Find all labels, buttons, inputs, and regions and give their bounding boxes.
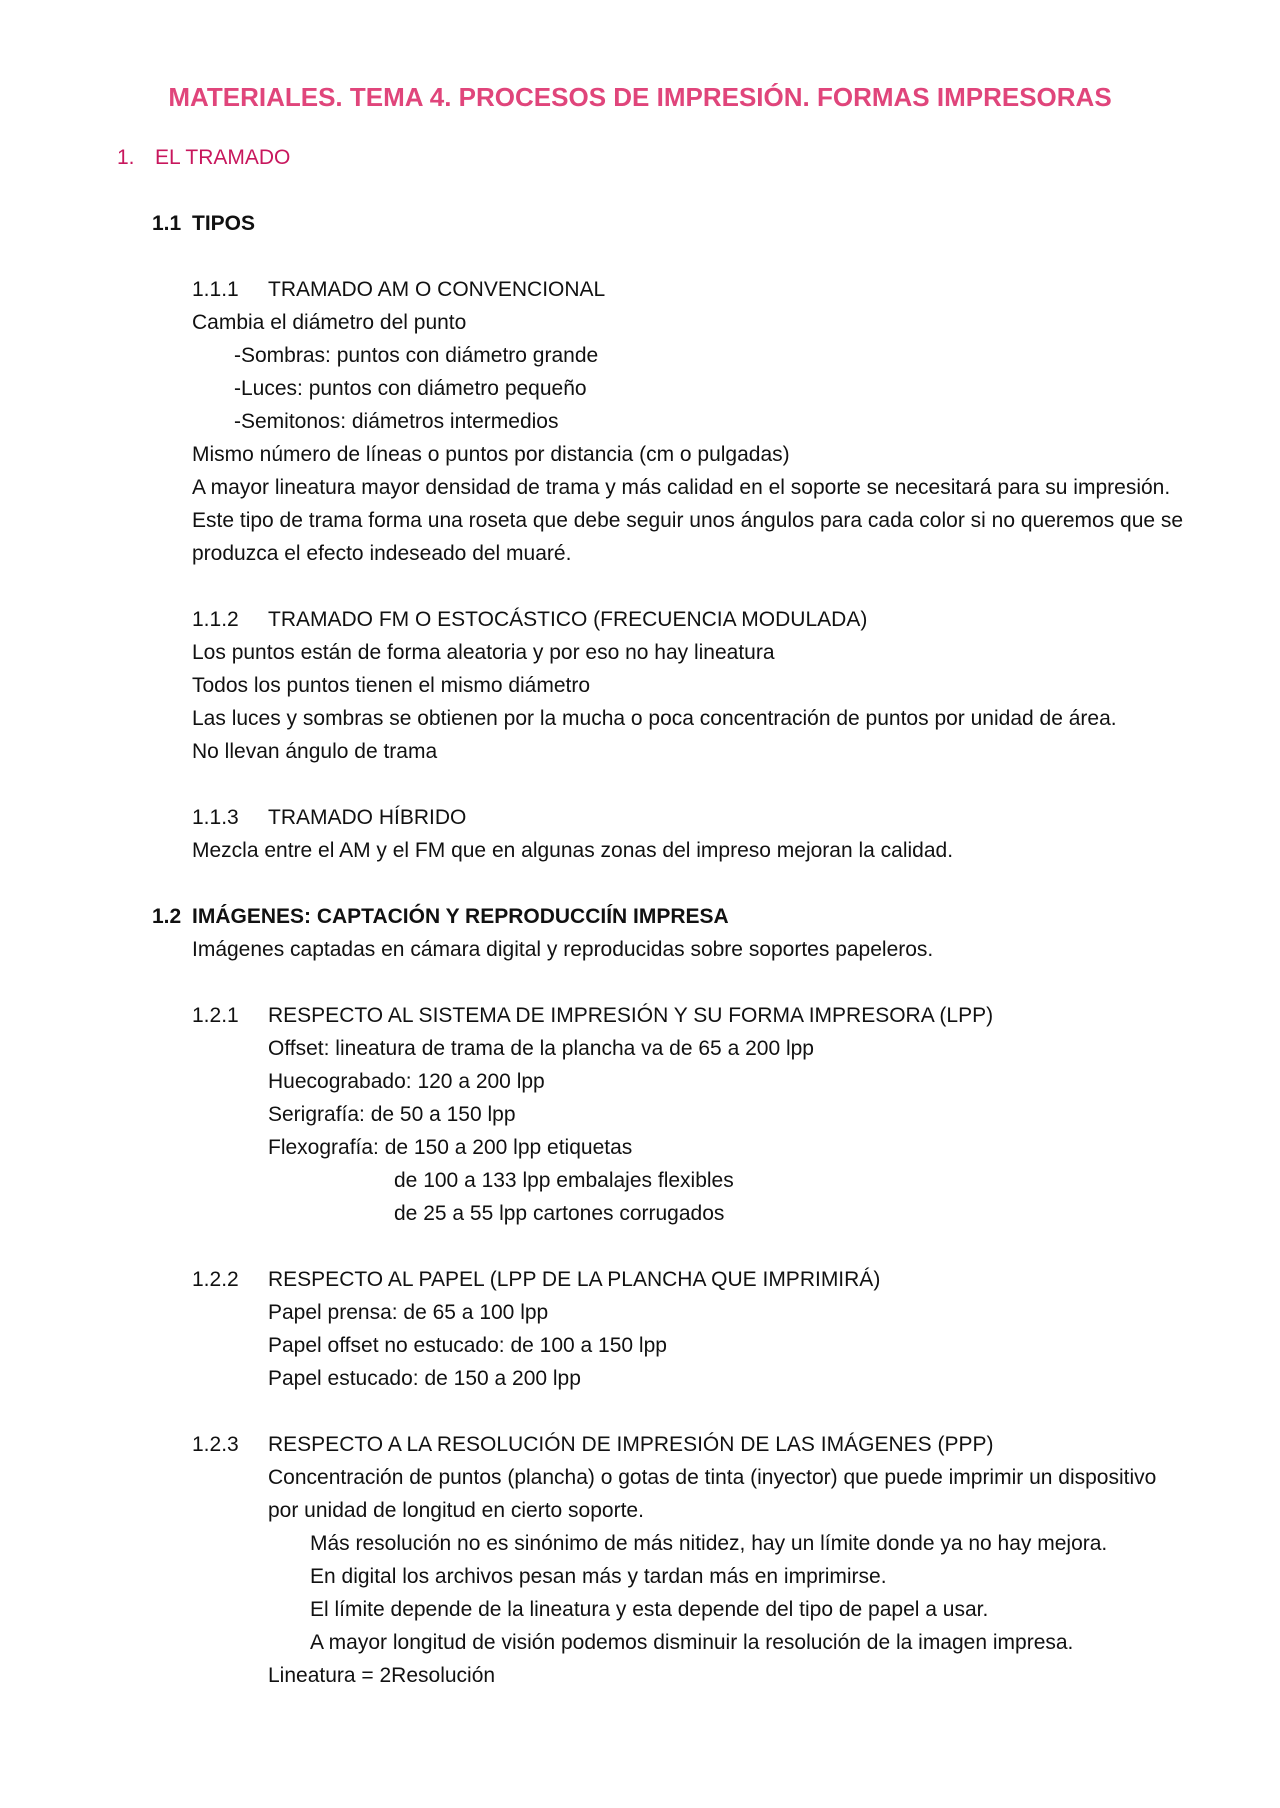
section-number: 1.1.3 — [192, 806, 239, 829]
section-1-1-1-heading — [192, 276, 605, 304]
section-label: RESPECTO AL PAPEL (LPP DE LA PLANCHA QUE IMPRIMIRÁ) — [268, 1268, 881, 1291]
section-1-1-3-heading — [192, 804, 466, 832]
bullet-line: -Sombras: puntos con diámetro grande — [234, 344, 599, 367]
text-line: Las luces y sombras se obtienen por la mucha o poca concentración de puntos por unidad de área. — [192, 707, 1117, 730]
section-label: RESPECTO A LA RESOLUCIÓN DE IMPRESIÓN DE LAS IMÁGENES (PPP) — [268, 1433, 994, 1456]
section-1-heading — [117, 144, 290, 172]
section-1-1-2-heading — [192, 606, 867, 634]
text-line: Concentración de puntos (plancha) o gotas de tinta (inyector) que puede imprimir un dispositivo — [268, 1466, 1157, 1489]
bullet-line: -Semitonos: diámetros intermedios — [234, 410, 559, 433]
section-label: TRAMADO AM O CONVENCIONAL — [268, 278, 606, 301]
section-1-2-3-heading — [192, 1431, 993, 1459]
text-line: A mayor longitud de visión podemos disminuir la resolución de la imagen impresa. — [310, 1631, 1074, 1654]
section-number: 1.1.2 — [192, 608, 239, 631]
text-line: No llevan ángulo de trama — [192, 740, 438, 763]
text-line: Huecograbado: 120 a 200 lpp — [268, 1070, 545, 1093]
text-line: A mayor lineatura mayor densidad de trama y más calidad en el soporte se necesitará para su impresión. — [192, 476, 1171, 499]
text-line: Más resolución no es sinónimo de más nitidez, hay un límite donde ya no hay mejora. — [310, 1532, 1108, 1555]
section-number: 1.2.1 — [192, 1004, 239, 1027]
text-line: por unidad de longitud en cierto soporte. — [268, 1499, 644, 1522]
text-line: Serigrafía: de 50 a 150 lpp — [268, 1103, 516, 1126]
text-line: de 25 a 55 lpp cartones corrugados — [394, 1202, 725, 1225]
text-line: Lineatura = 2Resolución — [268, 1664, 496, 1687]
section-1-2-heading — [152, 903, 729, 931]
text-line: Papel estucado: de 150 a 200 lpp — [268, 1367, 581, 1390]
text-line: Imágenes captadas en cámara digital y reproducidas sobre soportes papeleros. — [192, 938, 934, 961]
text-line: produzca el efecto indeseado del muaré. — [192, 542, 572, 565]
section-label: TRAMADO HÍBRIDO — [268, 806, 467, 829]
section-number: 1.2.2 — [192, 1268, 239, 1291]
section-number: 1.2 — [152, 905, 182, 928]
section-label: TRAMADO FM O ESTOCÁSTICO (FRECUENCIA MODULADA) — [268, 608, 868, 631]
text-line: Papel prensa: de 65 a 100 lpp — [268, 1301, 549, 1324]
page-title: MATERIALES. TEMA 4. PROCESOS DE IMPRESIÓN. FORMAS IMPRESORAS — [168, 82, 1112, 112]
text-line: de 100 a 133 lpp embalajes flexibles — [394, 1169, 734, 1192]
text-line: Flexografía: de 150 a 200 lpp etiquetas — [268, 1136, 633, 1159]
text-line: Offset: lineatura de trama de la plancha va de 65 a 200 lpp — [268, 1037, 814, 1060]
section-number: 1.2.3 — [192, 1433, 239, 1456]
text-line: Papel offset no estucado: de 100 a 150 lpp — [268, 1334, 667, 1357]
section-label: RESPECTO AL SISTEMA DE IMPRESIÓN Y SU FORMA IMPRESORA (LPP) — [268, 1004, 994, 1027]
section-label: EL TRAMADO — [155, 146, 291, 169]
section-label: IMÁGENES: CAPTACIÓN Y REPRODUCCIÍN IMPRESA — [192, 905, 729, 928]
section-1-1-heading — [152, 210, 255, 238]
section-1-2-1-heading — [192, 1002, 993, 1030]
section-number: 1. — [117, 146, 135, 169]
text-line: Los puntos están de forma aleatoria y por eso no hay lineatura — [192, 641, 775, 664]
text-line: Todos los puntos tienen el mismo diámetro — [192, 674, 591, 697]
section-1-2-2-heading — [192, 1266, 880, 1294]
text-line: Este tipo de trama forma una roseta que debe seguir unos ángulos para cada color si no queremos que se — [192, 509, 1184, 532]
bullet-line: -Luces: puntos con diámetro pequeño — [234, 377, 587, 400]
section-label: TIPOS — [192, 212, 256, 235]
section-number: 1.1 — [152, 212, 182, 235]
section-number: 1.1.1 — [192, 278, 239, 301]
text-line: Cambia el diámetro del punto — [192, 311, 467, 334]
text-line: El límite depende de la lineatura y esta depende del tipo de papel a usar. — [310, 1598, 989, 1621]
text-line: En digital los archivos pesan más y tardan más en imprimirse. — [310, 1565, 887, 1588]
text-line: Mezcla entre el AM y el FM que en algunas zonas del impreso mejoran la calidad. — [192, 839, 954, 862]
text-line: Mismo número de líneas o puntos por distancia (cm o pulgadas) — [192, 443, 790, 466]
